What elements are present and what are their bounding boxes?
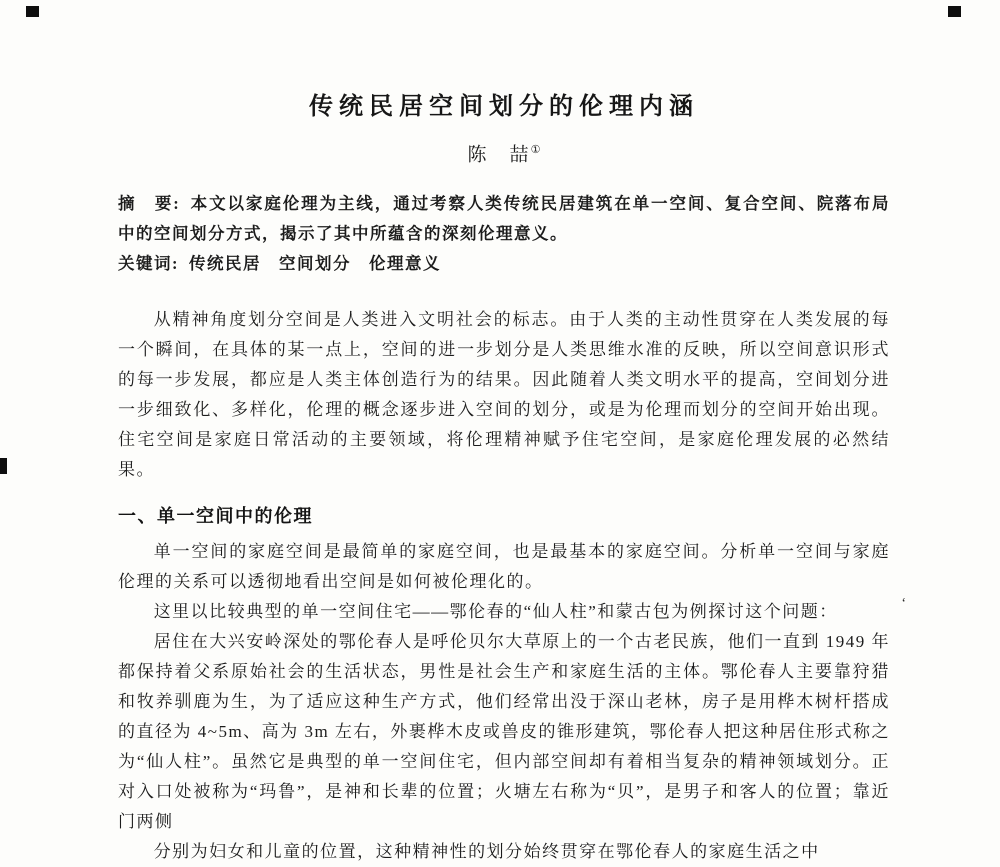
paragraph-section1-2 — [118, 596, 906, 627]
paragraph-cutoff-line: 分别为妇女和儿童的位置，这种精神性的划分始终贯穿在鄂伦春人的家庭生活之中 — [153, 842, 820, 862]
page-content — [118, 90, 906, 867]
keywords — [118, 249, 890, 279]
scan-artifact-top-right — [948, 6, 961, 17]
scan-artifact-left-edge — [0, 458, 7, 474]
scan-stray-mark: ‘ — [901, 596, 906, 612]
paragraph-section1-3: 居住在大兴安岭深处的鄂伦春人是呼伦贝尔大草原上的一个古老民族，他们一直到 1949 年都保持着父系原始社会的生活状态，男性是社会生产和家庭生活的主体。鄂伦春人主要靠狩猎和牧养驯鹿为生，为了适应这种生产方式，他们经常出没于深山老林，房子是用桦木树杆搭成的直径为 4~5m、高为 3m 左右，外裹桦木皮或兽皮的锥形建筑，鄂伦春人把这种居住形式称之为“仙人柱”。虽然它是典型的单一空间住宅，但内部空间却有着相当复杂的精神领域划分。正对入口处被称为“玛鲁”，是神和长辈的位置；火塘左右称为“贝”，是男子和客人的位置；靠近门两侧 — [118, 632, 890, 832]
section-1-heading: 一、单一空间中的伦理 — [118, 506, 313, 527]
abstract — [118, 189, 890, 249]
abstract-text: 本文以家庭伦理为主线，通过考察人类传统民居建筑在单一空间、复合空间、院落布局中的空间划分方式，揭示了其中所蕴含的深刻伦理意义。 — [118, 194, 891, 244]
keywords-label: 关键词: — [118, 254, 179, 274]
keywords-text: 传统民居 空间划分 伦理意义 — [189, 254, 441, 274]
author-name: 陈 喆 — [467, 144, 531, 166]
abstract-label: 摘 要: — [118, 194, 181, 214]
author-line — [118, 136, 890, 169]
paragraph-section1-2-text: 这里以比较典型的单一空间住宅——鄂伦春的“仙人柱”和蒙古包为例探讨这个问题： — [153, 602, 838, 622]
scan-artifact-top-left — [26, 6, 39, 17]
author-footnote-mark: ① — [530, 144, 541, 156]
paragraph-intro: 从精神角度划分空间是人类进入文明社会的标志。由于人类的主动性贯穿在人类发展的每一个瞬间，在具体的某一点上，空间的进一步划分是人类思维水准的反映，所以空间意识形式的每一步发展，都应是人类主体创造行为的结果。因此随着人类文明水平的提高，空间划分进一步细致化、多样化，伦理的概念逐步进入空间的划分，或是为伦理而划分的空间开始出现。住宅空间是家庭日常活动的主要领域，将伦理精神赋予住宅空间，是家庭伦理发展的必然结果。 — [118, 310, 890, 480]
paper-title: 传统民居空间划分的伦理内涵 — [309, 93, 699, 120]
paragraph-section1-1: 单一空间的家庭空间是最简单的家庭空间，也是最基本的家庭空间。分析单一空间与家庭伦理的关系可以透彻地看出空间是如何被伦理化的。 — [118, 542, 890, 592]
